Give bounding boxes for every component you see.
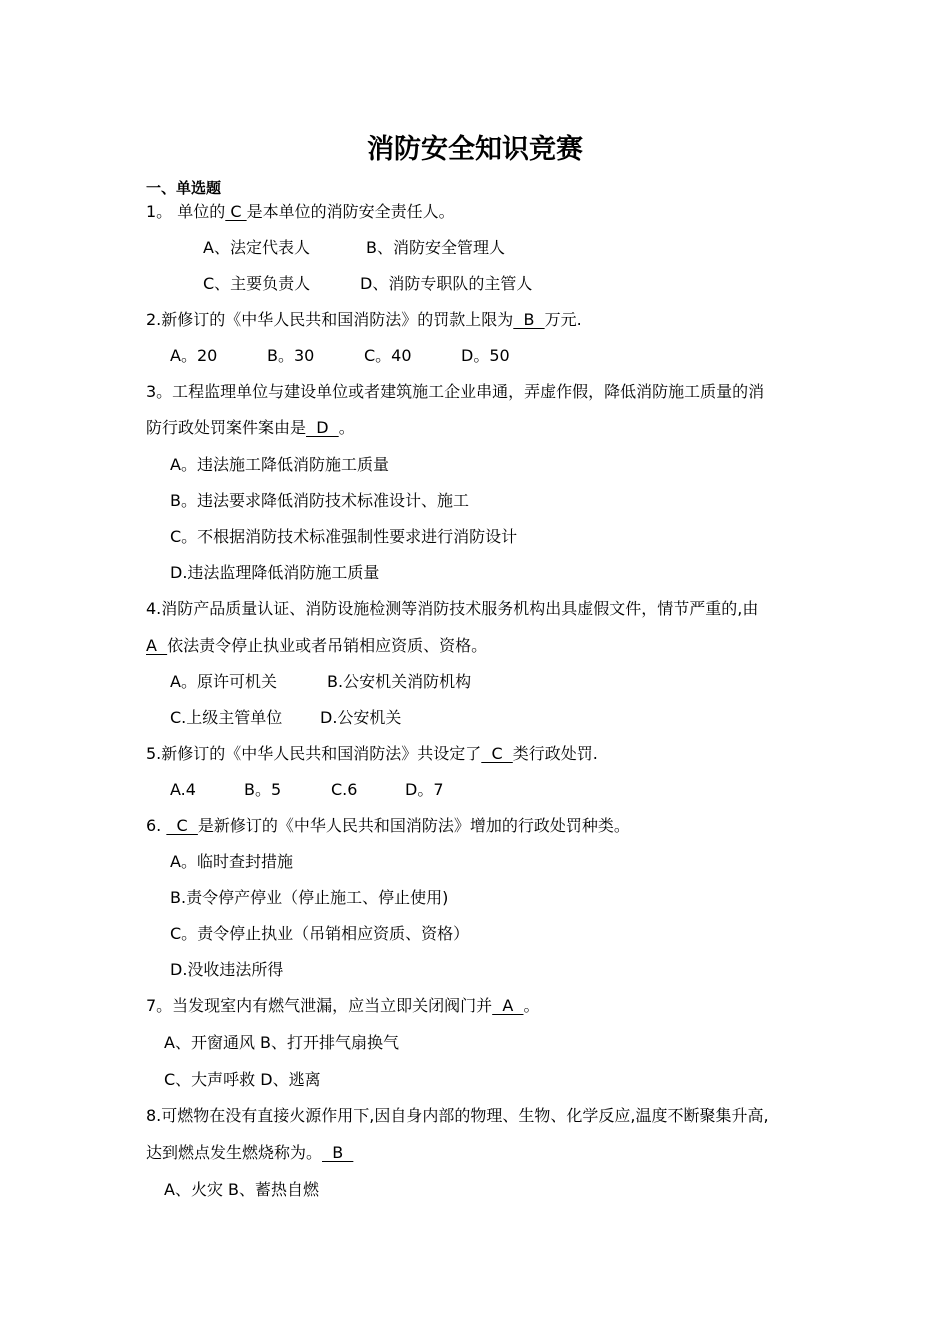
answer-blank: D	[306, 418, 339, 437]
question-text: 是新修订的《中华人民共和国消防法》增加的行政处罚种类。	[197, 816, 630, 835]
question-text: 5.新修订的《中华人民共和国消防法》共设定了	[146, 744, 482, 763]
option-1b: B、消防安全管理人	[366, 238, 505, 257]
answer-blank: C	[225, 202, 247, 221]
question-6	[146, 816, 630, 836]
question-text: 是本单位的消防安全责任人。	[246, 202, 455, 221]
option-1a: A、法定代表人	[203, 238, 310, 257]
option-2a: A。20	[170, 346, 218, 365]
question-text: 万元.	[544, 310, 582, 329]
section-heading: 一、单选题	[146, 179, 222, 197]
option-2c: C。40	[364, 346, 412, 365]
option-1c: C、主要负责人	[203, 274, 311, 293]
question-5	[146, 744, 598, 764]
option-7ab: A、开窗通风 B、打开排气扇换气	[164, 1033, 400, 1052]
option-3a: A。违法施工降低消防施工质量	[170, 455, 389, 474]
question-7	[146, 996, 540, 1016]
option-4c: C.上级主管单位	[170, 708, 283, 727]
option-1d: D、消防专职队的主管人	[360, 274, 533, 293]
question-text: 。	[338, 418, 355, 437]
option-5d: D。7	[405, 780, 444, 799]
question-text: 2.新修订的《中华人民共和国消防法》的罚款上限为	[146, 310, 514, 329]
option-6c: C。责令停止执业（吊销相应资质、资格）	[170, 924, 470, 943]
option-3c: C。不根据消防技术标准强制性要求进行消防设计	[170, 527, 518, 546]
option-6b: B.责令停产停业（停止施工、停止使用)	[170, 888, 449, 907]
option-7cd: C、大声呼救 D、逃离	[164, 1070, 321, 1089]
answer-blank: B	[322, 1143, 354, 1162]
option-5b: B。5	[244, 780, 282, 799]
answer-blank: C	[166, 816, 198, 835]
answer-blank: A	[146, 636, 168, 655]
question-text: 依法责令停止执业或者吊销相应资质、资格。	[167, 636, 488, 655]
option-2d: D。50	[461, 346, 510, 365]
question-8-line-2	[146, 1143, 353, 1163]
option-2b: B。30	[267, 346, 315, 365]
question-2	[146, 310, 582, 330]
question-text: 防行政处罚案件案由是	[146, 418, 307, 437]
option-5c: C.6	[331, 780, 358, 799]
question-text: 达到燃点发生燃烧称为。	[146, 1143, 323, 1162]
option-3b: B。违法要求降低消防技术标准设计、施工	[170, 491, 469, 510]
answer-blank: A	[492, 996, 524, 1015]
question-text: 7。当发现室内有燃气泄漏，应当立即关闭阀门并	[146, 996, 493, 1015]
option-6d: D.没收违法所得	[170, 960, 284, 979]
question-text: 1。 单位的	[146, 202, 226, 221]
answer-blank: C	[481, 744, 513, 763]
answer-blank: B	[513, 310, 545, 329]
question-4-line-1: 4.消防产品质量认证、消防设施检测等消防技术服务机构出具虚假文件，情节严重的,由	[146, 599, 759, 618]
option-8ab: A、火灾 B、蓄热自燃	[164, 1180, 320, 1199]
option-6a: A。临时查封措施	[170, 852, 293, 871]
question-4-line-2	[146, 636, 487, 656]
option-3d: D.违法监理降低消防施工质量	[170, 563, 380, 582]
question-text: 6.	[146, 816, 167, 835]
question-1	[146, 202, 455, 222]
question-text: 类行政处罚.	[512, 744, 598, 763]
question-3-line-2	[146, 418, 355, 438]
question-3-line-1: 3。工程监理单位与建设单位或者建筑施工企业串通，弄虚作假，降低消防施工质量的消	[146, 382, 765, 401]
option-4a: A。原许可机关	[170, 672, 277, 691]
question-8-line-1: 8.可燃物在没有直接火源作用下,因自身内部的物理、生物、化学反应,温度不断聚集升高,	[146, 1106, 769, 1125]
option-5a: A.4	[170, 780, 196, 799]
question-text: 。	[523, 996, 540, 1015]
page-title: 消防安全知识竞赛	[367, 134, 583, 165]
option-4d: D.公安机关	[320, 708, 402, 727]
option-4b: B.公安机关消防机构	[327, 672, 472, 691]
